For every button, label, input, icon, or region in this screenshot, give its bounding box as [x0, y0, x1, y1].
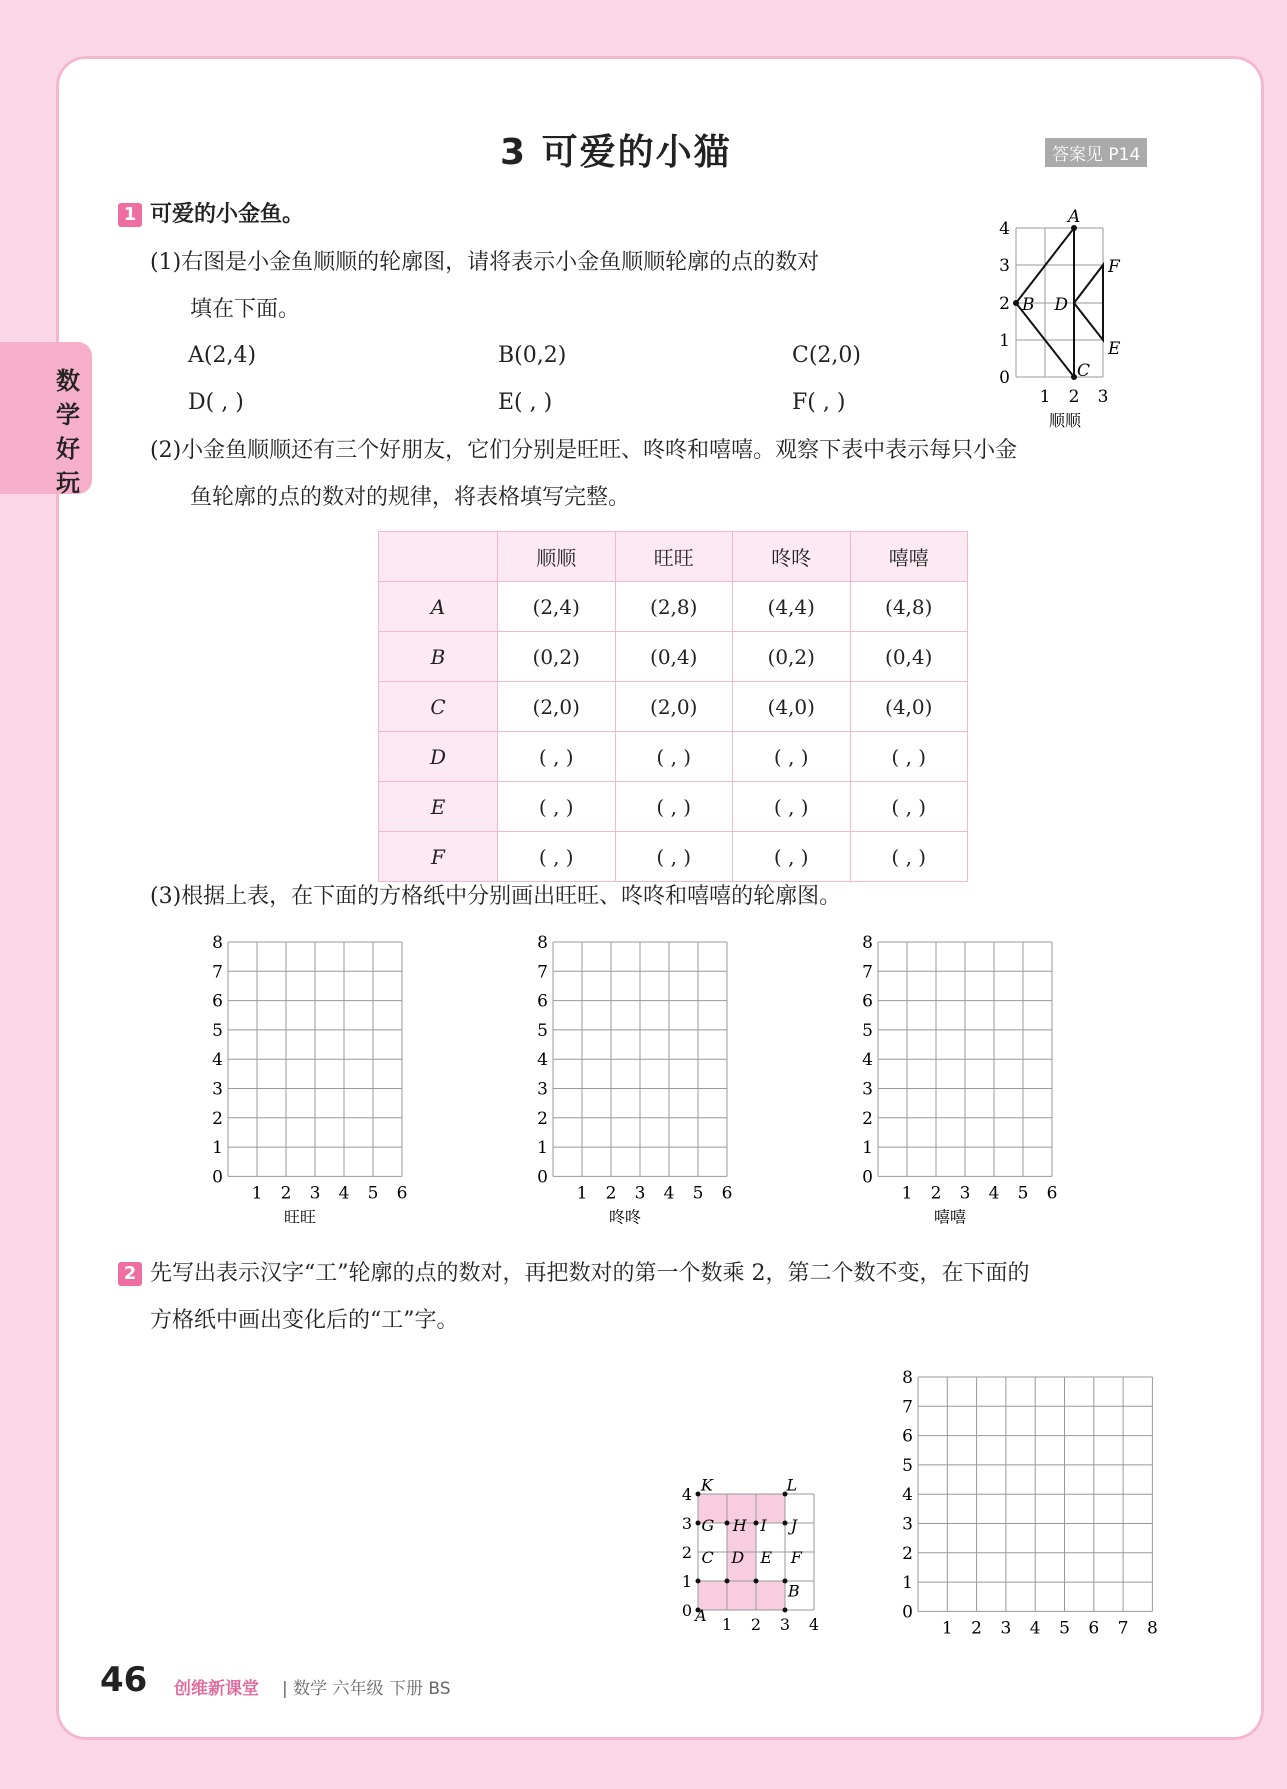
gong-label: J	[790, 1516, 798, 1536]
gong-label: L	[786, 1475, 798, 1495]
answer-reference: 答案见 P14	[1045, 138, 1147, 167]
table-header: 顺顺	[498, 532, 616, 582]
fish-ytick: 1	[999, 331, 1010, 351]
fish-ytick: 4	[999, 219, 1010, 239]
gong-shape	[698, 1581, 785, 1610]
table-row	[379, 832, 968, 882]
grid-ytick: 4	[537, 1050, 548, 1071]
table-row	[379, 782, 968, 832]
fish-xtick: 3	[1097, 387, 1109, 407]
grid-gong-target[interactable]	[890, 1365, 1170, 1640]
table-header: 嘻嘻	[850, 532, 968, 582]
table-header-row	[379, 532, 968, 582]
grid-xtick: 2	[605, 1183, 617, 1204]
grid-xtick: 3	[309, 1183, 321, 1204]
fish-xtick: 2	[1068, 387, 1080, 407]
table-blank-cell[interactable]: ( , )	[615, 832, 733, 882]
table-header: 旺旺	[615, 532, 733, 582]
gong-point	[783, 1579, 788, 1584]
table-blank-cell[interactable]: ( , )	[850, 732, 968, 782]
grid-ytick: 5	[537, 1020, 548, 1041]
grid-ytick: 3	[862, 1079, 873, 1100]
fish-ytick: 3	[999, 256, 1010, 276]
grid-ytick: 2	[537, 1108, 548, 1129]
grid-ytick: 1	[537, 1138, 548, 1159]
grid-xtick: 3	[634, 1183, 646, 1204]
table-blank-cell[interactable]: ( , )	[498, 732, 616, 782]
fish-label-e: E	[1108, 339, 1121, 359]
grid-ytick: 5	[862, 1020, 873, 1041]
q2-line1: 先写出表示汉字“工”轮廓的点的数对，再把数对的第一个数乘 2，第二个数不变，在下面的	[150, 1261, 1030, 1286]
table-blank-cell[interactable]: ( , )	[733, 732, 851, 782]
grid-ytick: 7	[537, 962, 548, 983]
table-cell: (2,0)	[615, 682, 733, 732]
table-row-label: D	[379, 732, 498, 782]
grid-xtick: 5	[1059, 1618, 1070, 1639]
grid-ytick: 1	[212, 1138, 223, 1159]
grid-xtick: 3	[959, 1183, 971, 1204]
grid-caption: 旺旺	[283, 1207, 317, 1227]
gong-xtick: 4	[808, 1615, 820, 1634]
table-blank-cell[interactable]: ( , )	[615, 782, 733, 832]
table-blank-cell[interactable]: ( , )	[498, 832, 616, 882]
table-cell: (0,2)	[733, 632, 851, 682]
grid-ytick: 7	[862, 962, 873, 983]
table-cell: (4,4)	[733, 582, 851, 632]
table-cell: (4,8)	[850, 582, 968, 632]
grid-xtick: 1	[901, 1183, 913, 1204]
grid-xtick: 7	[1117, 1618, 1129, 1639]
table-row	[379, 732, 968, 782]
coord-b: B(0,2)	[498, 343, 567, 368]
grid-ytick: 8	[537, 933, 548, 953]
grid-ytick: 2	[902, 1543, 913, 1564]
grid-ytick: 1	[862, 1138, 873, 1159]
grid-xtick: 1	[941, 1618, 953, 1639]
grid-ytick: 7	[212, 962, 223, 983]
gong-label: B	[787, 1581, 800, 1601]
coord-d-blank[interactable]: D( , )	[188, 390, 244, 415]
grid-ytick: 3	[212, 1079, 223, 1100]
gong-label: G	[701, 1516, 715, 1536]
grid-lines	[228, 942, 402, 1176]
grid-dongdong[interactable]	[525, 930, 755, 1230]
grid-ytick: 8	[212, 933, 223, 953]
fish-label-a: A	[1068, 207, 1081, 227]
gong-xtick: 1	[721, 1615, 733, 1634]
question-1-number: 1	[118, 203, 142, 227]
gong-point	[725, 1521, 730, 1526]
question-2-number: 2	[118, 1262, 142, 1286]
grid-ytick: 6	[212, 991, 223, 1012]
gong-point	[725, 1579, 730, 1584]
grid-xtick: 1	[251, 1183, 263, 1204]
table-blank-cell[interactable]: ( , )	[733, 782, 851, 832]
grid-xtick: 5	[1017, 1183, 1029, 1204]
gong-ytick: 4	[681, 1485, 692, 1504]
grid-lines	[553, 942, 727, 1176]
table-row	[379, 632, 968, 682]
grid-ytick: 0	[537, 1167, 548, 1188]
fish-ytick: 2	[999, 294, 1010, 314]
table-cell: (0,4)	[850, 632, 968, 682]
table-cell: (0,4)	[615, 632, 733, 682]
table-cell: (2,4)	[498, 582, 616, 632]
page-number: 46	[100, 1660, 148, 1700]
gong-point	[754, 1579, 759, 1584]
grid-lines	[918, 1377, 1152, 1611]
grid-xtick: 2	[280, 1183, 292, 1204]
grid-caption: 嘻嘻	[933, 1207, 967, 1227]
fish-label-f: F	[1108, 257, 1120, 277]
table-header	[379, 532, 498, 582]
gong-point	[696, 1521, 701, 1526]
coord-e-blank[interactable]: E( , )	[498, 390, 553, 415]
grid-ytick: 8	[902, 1368, 913, 1388]
fish-figure	[980, 200, 1160, 440]
grid-ytick: 4	[212, 1050, 223, 1071]
grid-xtick: 4	[663, 1183, 675, 1204]
table-cell: (2,8)	[615, 582, 733, 632]
fish-label-d: D	[1054, 295, 1068, 315]
table-row-label: B	[379, 632, 498, 682]
gong-label: H	[732, 1516, 747, 1536]
grid-wangwang[interactable]	[200, 930, 430, 1230]
gong-label: E	[760, 1548, 773, 1568]
q1-part2-line1: (2)小金鱼顺顺还有三个好朋友，它们分别是旺旺、咚咚和嘻嘻。观察下表中表示每只小金	[150, 438, 1018, 463]
gong-label: I	[760, 1516, 767, 1536]
side-tab-label: 数学好玩	[56, 366, 80, 497]
grid-xtick: 4	[1029, 1618, 1041, 1639]
table-cell: (0,2)	[498, 632, 616, 682]
gong-label: K	[700, 1475, 713, 1495]
gong-xtick: 2	[750, 1615, 762, 1634]
grid-ytick: 6	[902, 1426, 913, 1447]
grid-ytick: 2	[862, 1108, 873, 1129]
grid-ytick: 8	[862, 933, 873, 953]
gong-point	[783, 1521, 788, 1526]
table-row	[379, 582, 968, 632]
table-cell: (4,0)	[733, 682, 851, 732]
grid-xtick: 6	[1088, 1618, 1100, 1639]
grid-ytick: 6	[862, 991, 873, 1012]
grid-xtick: 3	[1000, 1618, 1012, 1639]
grid-ytick: 5	[902, 1455, 913, 1476]
fish-xtick: 1	[1039, 387, 1051, 407]
grid-ytick: 0	[862, 1167, 873, 1188]
gong-ytick: 0	[681, 1601, 692, 1620]
grid-ytick: 4	[862, 1050, 873, 1071]
fish-ytick: 0	[999, 368, 1010, 388]
grid-ytick: 3	[902, 1514, 913, 1535]
gong-ytick: 3	[681, 1514, 692, 1533]
grid-xixi[interactable]	[850, 930, 1080, 1230]
grid-ytick: 7	[902, 1397, 913, 1418]
table-blank-cell[interactable]: ( , )	[498, 782, 616, 832]
grid-xtick: 8	[1146, 1618, 1158, 1639]
grid-xtick: 4	[988, 1183, 1000, 1204]
gong-figure	[670, 1470, 840, 1640]
table-row-label: E	[379, 782, 498, 832]
grid-ytick: 0	[212, 1167, 223, 1188]
table-cell: (2,0)	[498, 682, 616, 732]
table-row-label: F	[379, 832, 498, 882]
q2-line2: 方格纸中画出变化后的“工”字。	[150, 1308, 459, 1333]
gong-label: A	[695, 1606, 707, 1626]
gong-point	[696, 1579, 701, 1584]
table-blank-cell[interactable]: ( , )	[733, 832, 851, 882]
gong-ytick: 1	[681, 1572, 692, 1591]
points-table	[378, 531, 968, 882]
fish-label-c: C	[1077, 361, 1091, 381]
gong-label: F	[790, 1548, 802, 1568]
grid-xtick: 1	[576, 1183, 588, 1204]
gong-label: C	[701, 1548, 714, 1568]
table-cell: (4,0)	[850, 682, 968, 732]
grid-xtick: 5	[367, 1183, 379, 1204]
q1-part3: (3)根据上表，在下面的方格纸中分别画出旺旺、咚咚和嘻嘻的轮廓图。	[150, 884, 842, 909]
gong-label: D	[731, 1548, 745, 1568]
grid-ytick: 3	[537, 1079, 548, 1100]
coord-f-blank[interactable]: F( , )	[792, 390, 846, 415]
table-row-label: C	[379, 682, 498, 732]
table-row	[379, 682, 968, 732]
grid-xtick: 6	[721, 1183, 733, 1204]
gong-point	[783, 1608, 788, 1613]
grid-xtick: 2	[971, 1618, 983, 1639]
table-blank-cell[interactable]: ( , )	[850, 832, 968, 882]
grid-xtick: 2	[930, 1183, 942, 1204]
fish-caption: 顺顺	[1048, 411, 1082, 430]
footer-book-info: | 数学 六年级 下册 BS	[282, 1679, 451, 1699]
grid-ytick: 0	[902, 1602, 913, 1623]
grid-ytick: 5	[212, 1020, 223, 1041]
grid-xtick: 6	[1046, 1183, 1058, 1204]
footer-brand: 创维新课堂	[174, 1679, 259, 1699]
grid-ytick: 6	[537, 991, 548, 1012]
gong-point	[754, 1521, 759, 1526]
side-tab	[0, 342, 92, 497]
grid-xtick: 6	[396, 1183, 408, 1204]
table-blank-cell[interactable]: ( , )	[850, 782, 968, 832]
grid-ytick: 4	[902, 1485, 913, 1506]
grid-xtick: 4	[338, 1183, 350, 1204]
grid-lines	[878, 942, 1052, 1176]
coord-a: A(2,4)	[188, 343, 257, 368]
grid-caption: 咚咚	[608, 1207, 642, 1227]
q1-part2-line2: 鱼轮廓的点的数对的规律，将表格填写完整。	[190, 485, 631, 510]
grid-ytick: 1	[902, 1573, 913, 1594]
q1-part1-line2: 填在下面。	[190, 297, 301, 322]
gong-point	[696, 1492, 701, 1497]
question-1-heading: 可爱的小金鱼。	[150, 202, 305, 227]
table-header: 咚咚	[733, 532, 851, 582]
q1-part1-line1: (1)右图是小金鱼顺顺的轮廓图，请将表示小金鱼顺顺轮廓的点的数对	[150, 250, 820, 275]
table-blank-cell[interactable]: ( , )	[615, 732, 733, 782]
grid-xtick: 5	[692, 1183, 704, 1204]
grid-ytick: 2	[212, 1108, 223, 1129]
gong-ytick: 2	[681, 1543, 692, 1562]
coord-c: C(2,0)	[792, 343, 861, 368]
gong-xtick: 3	[779, 1615, 791, 1634]
page-title: 3 可爱的小猫	[500, 132, 732, 173]
table-row-label: A	[379, 582, 498, 632]
fish-label-b: B	[1022, 295, 1035, 315]
